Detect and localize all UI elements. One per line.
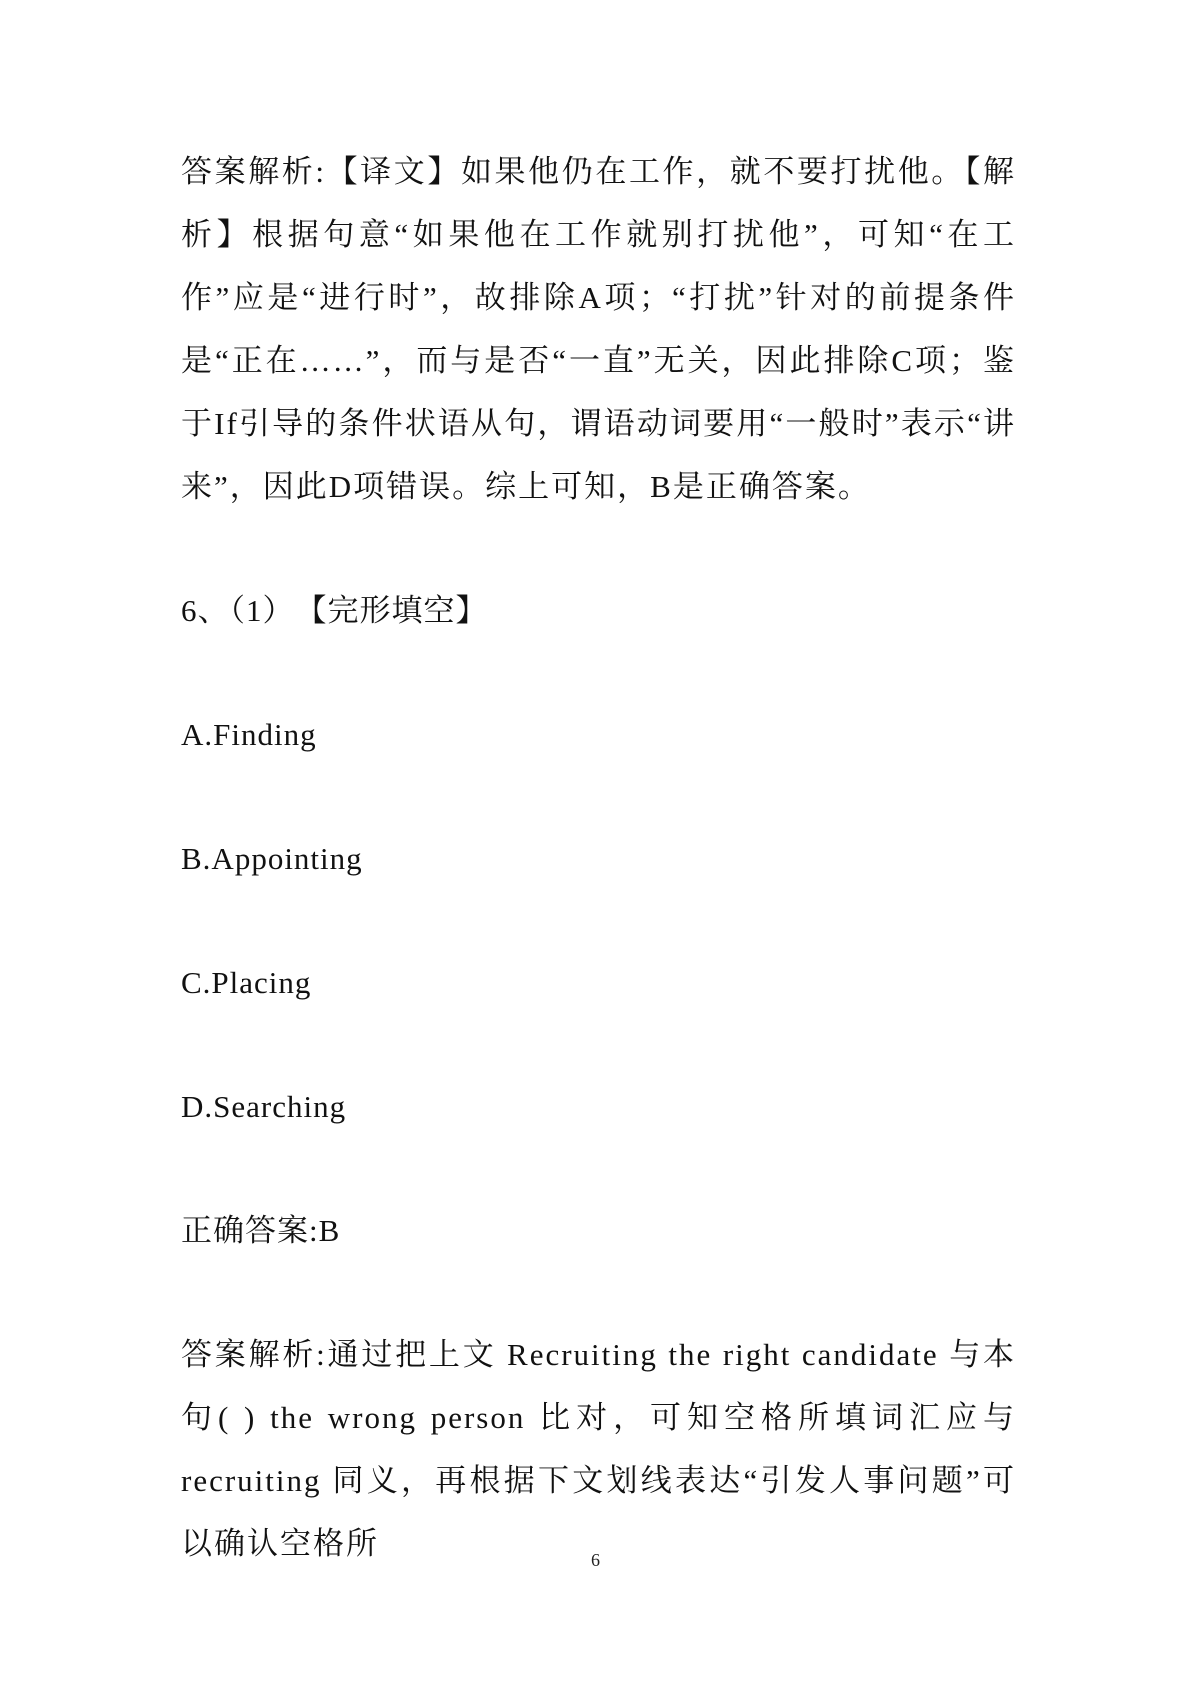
correct-answer: 正确答案:B [181, 1213, 341, 1248]
option-d: D.Searching [181, 1089, 347, 1124]
question-heading: 6、（1） 【完形填空】 [181, 593, 488, 628]
answer-analysis-previous: 答案解析:【译文】如果他仍在工作，就不要打扰他。【解析】根据句意“如果他在工作就别打扰他”，可知“在工作”应是“进行时”，故排除A项；“打扰”针对的前提条件是“正在……”，而与是否“一直”无关，因此排除C项；鉴于If引导的条件状语从句，谓语动词要用“一般时”表示“讲来”，因此D项错误。综上可知，B是正确答案。 [181, 154, 1016, 504]
option-b: B.Appointing [181, 841, 363, 876]
option-a: A.Finding [181, 717, 317, 752]
option-c: C.Placing [181, 965, 312, 1000]
answer-analysis-current: 答案解析:通过把上文 Recruiting the right candidate 与本句( ) the wrong person 比对，可知空格所填词汇应与 recruiting 同义，再根据下文划线表达“引发人事问题”可以确认空格所 [181, 1337, 1016, 1561]
page-number: 6 [591, 1550, 600, 1570]
page-content [181, 140, 1016, 1575]
